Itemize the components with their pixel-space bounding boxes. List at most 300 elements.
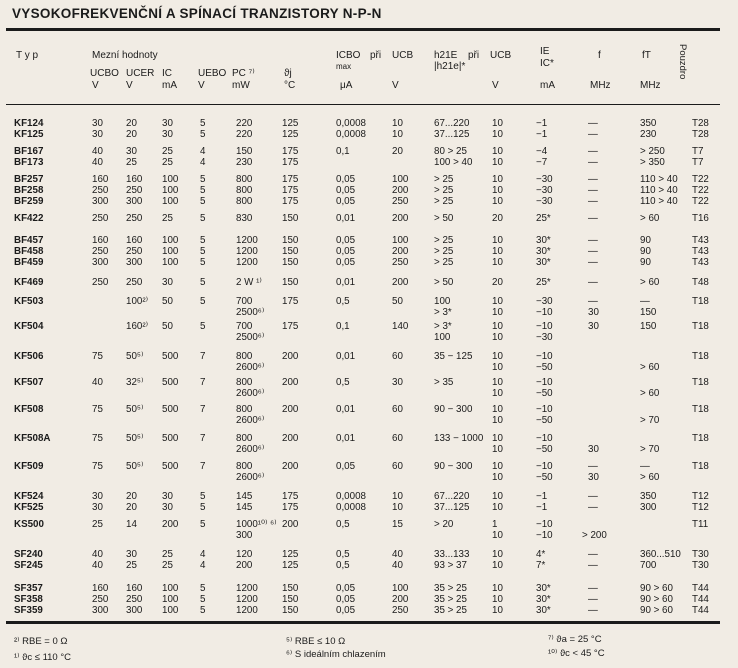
table-row [0,560,738,571]
table-cell: 0,5 [336,549,350,560]
header-ucer: UCER [126,68,155,79]
table-cell: 1000¹⁰⁾ ⁶⁾ [236,519,277,530]
table-cell: 5 [200,605,206,616]
table-cell: −50 [536,388,553,399]
table-cell: 0,05 [336,174,356,185]
table-cell: 160 [92,235,109,246]
table-cell: 0,05 [336,594,356,605]
table-row [0,594,738,605]
table-cell: 20 [392,146,403,157]
header-pri2: při [468,50,480,61]
table-cell: 4 [200,549,206,560]
table-cell: 500 [162,461,179,472]
table-cell: KF125 [14,129,44,140]
table-cell: > 25 [434,257,454,268]
table-cell: KF509 [14,461,44,472]
table-cell: 30 [162,129,173,140]
table-cell: 830 [236,213,253,224]
table-cell: 35 > 25 [434,583,467,594]
table-cell: 133 − 1000 [434,433,484,444]
table-cell: 500 [162,351,179,362]
header-h21: h21E [434,50,458,61]
table-cell: 250 [126,213,143,224]
table-cell: 250 [92,213,109,224]
table-cell: 160²⁾ [126,321,149,332]
table-cell: KF503 [14,296,44,307]
table-cell: 250 [392,257,409,268]
table-cell: 50⁵⁾ [126,433,144,444]
table-cell: 5 [200,277,206,288]
table-cell: 2500⁶⁾ [236,307,265,318]
table-cell: 30 [92,118,103,129]
table-cell: 0,0008 [336,502,366,513]
table-row [0,502,738,513]
table-cell: −50 [536,415,553,426]
table-row [0,549,738,560]
table-row [0,362,738,373]
table-cell: 140 [392,321,409,332]
table-cell: 15 [392,519,403,530]
table-cell: T43 [692,246,709,257]
table-cell: 120 [236,549,253,560]
table-cell: > 350 [640,157,665,168]
table-cell: 175 [282,296,299,307]
table-cell: 300 [126,605,143,616]
table-cell: 30 [162,491,173,502]
table-cell: −30 [536,185,553,196]
table-cell: 100 [434,332,451,343]
table-cell: 800 [236,433,253,444]
table-cell: 250 [92,594,109,605]
table-cell: 700 [640,560,657,571]
table-cell: 250 [92,246,109,257]
table-cell: 10 [392,118,403,129]
table-cell: 200 [392,277,409,288]
table-cell: 32⁵⁾ [126,377,144,388]
unit-ie: mA [540,80,555,91]
table-cell: — [588,174,598,185]
table-cell: > 3* [434,321,452,332]
table-cell: −30 [536,332,553,343]
table-cell: BF259 [14,196,44,207]
table-cell: 5 [200,235,206,246]
table-cell: 30 [162,118,173,129]
table-cell: 5 [200,502,206,513]
table-cell: 75 [92,433,103,444]
header-f: f [598,50,601,61]
table-cell: 800 [236,185,253,196]
table-cell: 30 [92,502,103,513]
table-cell: 67...220 [434,118,470,129]
table-cell: 5 [200,296,206,307]
table-cell: KF422 [14,213,44,224]
table-cell: 25 [162,213,173,224]
bottom-rule [6,621,720,624]
table-cell: 30 [162,502,173,513]
footnote-10: ¹⁰⁾ ϑc < 45 °C [548,648,605,659]
table-cell: 350 [640,491,657,502]
table-row [0,296,738,307]
table-cell: 10 [492,415,503,426]
table-cell: 10 [492,388,503,399]
header-theta: ϑj [284,68,292,79]
table-cell: 150 [282,246,299,257]
table-cell: 2600⁶⁾ [236,472,265,483]
table-row [0,351,738,362]
table-cell: 50 [162,296,173,307]
table-cell: SF245 [14,560,43,571]
table-cell: −10 [536,377,553,388]
table-cell: — [588,246,598,257]
table-cell: 10 [492,246,503,257]
header-icbo: ICBO [336,50,361,61]
table-cell: 175 [282,491,299,502]
table-cell: 4 [200,146,206,157]
table-cell: 175 [282,502,299,513]
table-cell: 10 [392,491,403,502]
table-cell: 300 [236,530,253,541]
table-cell: 800 [236,174,253,185]
table-cell: 0,05 [336,257,356,268]
table-cell: 35 − 125 [434,351,473,362]
table-cell: 20 [492,277,503,288]
table-cell: 30 [92,491,103,502]
table-cell: 100 [162,605,179,616]
table-cell: 300 [92,196,109,207]
table-row [0,519,738,530]
unit-f: MHz [590,80,611,91]
table-cell: 40 [92,560,103,571]
table-cell: > 35 [434,377,454,388]
table-cell: −1 [536,118,548,129]
table-cell: 1200 [236,257,258,268]
header-pri1: při [370,50,382,61]
table-cell: > 60 [640,213,660,224]
table-cell: 20 [126,491,137,502]
table-cell: 10 [492,257,503,268]
table-cell: KF506 [14,351,44,362]
table-cell: 10 [492,174,503,185]
table-cell: T22 [692,174,709,185]
table-cell: 100 [434,296,451,307]
table-cell: 75 [92,351,103,362]
table-cell: 0,05 [336,235,356,246]
table-cell: 0,05 [336,605,356,616]
table-cell: — [588,277,598,288]
table-cell: 0,05 [336,185,356,196]
table-cell: 175 [282,321,299,332]
table-cell: 30* [536,235,551,246]
table-cell: −50 [536,472,553,483]
table-cell: 30* [536,257,551,268]
header-typ: T y p [16,50,39,61]
table-cell: 100 [392,174,409,185]
table-cell: — [588,502,598,513]
table-cell: 30* [536,605,551,616]
table-cell: 0,5 [336,296,350,307]
table-cell: 67...220 [434,491,470,502]
table-cell: 30 [126,146,137,157]
table-cell: KF525 [14,502,44,513]
table-cell: 350 [640,118,657,129]
table-cell: — [588,118,598,129]
table-cell: 175 [282,185,299,196]
table-cell: 40 [92,377,103,388]
table-cell: 100 [162,246,179,257]
table-cell: T18 [692,404,709,415]
table-cell: 7 [200,461,206,472]
table-cell: 25 [162,146,173,157]
table-cell: 0,01 [336,404,356,415]
table-cell: 5 [200,213,206,224]
table-cell: T7 [692,146,704,157]
table-cell: 200 [162,519,179,530]
table-cell: — [588,560,598,571]
table-cell: 110 > 40 [640,185,678,196]
table-cell: 75 [92,461,103,472]
table-cell: 145 [236,491,253,502]
table-cell: 0,1 [336,321,350,332]
table-cell: T43 [692,235,709,246]
table-cell: — [588,296,598,307]
header-pouzdro: Pouzdro [677,44,688,80]
table-cell: — [588,129,598,140]
table-cell: > 25 [434,246,454,257]
table-cell: 37...125 [434,502,470,513]
table-cell: 125 [282,560,299,571]
table-cell: 30* [536,594,551,605]
table-cell: BF457 [14,235,44,246]
table-row [0,235,738,246]
table-row [0,321,738,332]
table-cell: 230 [236,157,253,168]
table-row [0,415,738,426]
table-cell: 25* [536,277,551,288]
table-row [0,174,738,185]
table-cell: 10 [492,491,503,502]
header-ucb2: UCB [490,50,512,61]
table-cell: 145 [236,502,253,513]
table-cell: −10 [536,404,553,415]
header-ic: IC [162,68,172,79]
table-cell: 10 [492,461,503,472]
table-cell: 10 [492,332,503,343]
table-cell: 100 [162,583,179,594]
table-cell: 700 [236,296,253,307]
table-cell: −10 [536,351,553,362]
footnote-2: ²⁾ RBE = 0 Ω [14,636,68,647]
table-cell: 90 [640,257,651,268]
table-cell: T16 [692,213,709,224]
table-cell: 40 [392,549,403,560]
table-cell: 100 [162,185,179,196]
table-cell: BF458 [14,246,44,257]
table-cell: 10 [492,296,503,307]
table-cell: — [588,213,598,224]
table-cell: SF359 [14,605,43,616]
table-cell: −10 [536,461,553,472]
table-cell: 250 [92,277,109,288]
unit-theta: °C [284,80,296,91]
table-cell: 20 [126,502,137,513]
table-cell: T18 [692,296,709,307]
table-cell: 100 [162,196,179,207]
table-cell: 150 [640,307,657,318]
table-cell: 2600⁶⁾ [236,388,265,399]
footnote-5: ⁵⁾ RBE ≤ 10 Ω [286,636,346,647]
table-cell: T28 [692,129,709,140]
table-row [0,146,738,157]
table-cell: 0,01 [336,351,356,362]
table-cell: 25 [92,519,103,530]
table-cell: 160 [126,583,143,594]
table-cell: 75 [92,404,103,415]
table-cell: T18 [692,377,709,388]
table-row [0,213,738,224]
table-cell: 160 [92,583,109,594]
table-cell: > 25 [434,174,454,185]
table-cell: −10 [536,519,553,530]
table-cell: SF357 [14,583,43,594]
table-cell: 10 [492,404,503,415]
table-cell: 160 [126,174,143,185]
table-cell: 30 [588,472,599,483]
table-cell: 500 [162,404,179,415]
table-cell: 200 [282,351,299,362]
table-cell: 100 [162,594,179,605]
table-cell: 300 [92,605,109,616]
table-cell: 50⁵⁾ [126,404,144,415]
table-cell: 2600⁶⁾ [236,415,265,426]
table-cell: 10 [492,549,503,560]
table-cell: 0,5 [336,377,350,388]
table-cell: T43 [692,257,709,268]
table-cell: 0,5 [336,560,350,571]
table-cell: 230 [640,129,657,140]
table-row [0,461,738,472]
table-cell: 10 [492,444,503,455]
unit-ucb1: V [392,80,399,91]
table-cell: KF469 [14,277,44,288]
table-row [0,605,738,616]
table-cell: 150 [282,594,299,605]
table-cell: 2 W ¹⁾ [236,277,262,288]
table-cell: 10 [492,472,503,483]
table-cell: > 60 [640,277,660,288]
table-cell: T30 [692,549,709,560]
table-cell: 200 [392,246,409,257]
table-cell: 160 [92,174,109,185]
table-cell: > 3* [434,307,452,318]
table-cell: 0,05 [336,583,356,594]
table-cell: 30 [588,444,599,455]
table-cell: 125 [282,118,299,129]
table-cell: 175 [282,157,299,168]
table-cell: 50⁵⁾ [126,351,144,362]
header-ft: fT [642,50,651,61]
table-cell: 250 [126,277,143,288]
unit-icbo: μA [340,80,353,91]
table-cell: 800 [236,351,253,362]
header-ic2: IC* [540,58,554,69]
table-cell: 0,0008 [336,491,366,502]
table-cell: — [588,605,598,616]
table-cell: 200 [282,404,299,415]
table-cell: 800 [236,461,253,472]
table-cell: 800 [236,196,253,207]
table-cell: T44 [692,594,709,605]
header-mezni: Mezní hodnoty [92,50,158,61]
table-cell: 200 [392,594,409,605]
header-ie: IE [540,46,550,57]
table-cell: — [588,549,598,560]
table-cell: 150 [640,321,657,332]
table-cell: 60 [392,461,403,472]
table-cell: 10 [392,129,403,140]
table-cell: 10 [492,129,503,140]
table-cell: 2600⁶⁾ [236,444,265,455]
table-cell: T18 [692,321,709,332]
table-row [0,307,738,318]
table-cell: −10 [536,433,553,444]
table-cell: T12 [692,502,709,513]
table-cell: 500 [162,433,179,444]
top-rule [6,28,720,31]
table-cell: KF507 [14,377,44,388]
table-cell: > 60 [640,388,660,399]
table-cell: 40 [92,549,103,560]
table-cell: 5 [200,185,206,196]
table-cell: 5 [200,129,206,140]
table-cell: 0,0008 [336,118,366,129]
table-row [0,404,738,415]
footnote-1: ¹⁾ ϑc ≤ 110 °C [14,652,72,663]
table-cell: 800 [236,377,253,388]
table-cell: 150 [282,213,299,224]
table-cell: 0,01 [336,433,356,444]
table-cell: — [588,583,598,594]
table-cell: > 70 [640,415,660,426]
unit-uebo: V [198,80,205,91]
table-cell: −7 [536,157,548,168]
table-row [0,196,738,207]
table-cell: 4 [200,157,206,168]
table-cell: 40 [92,157,103,168]
header-pc: PC ⁷⁾ [232,68,255,79]
table-cell: 30* [536,583,551,594]
table-cell: 250 [392,196,409,207]
table-cell: T11 [692,519,709,530]
table-cell: 10 [492,362,503,373]
table-cell: T30 [692,560,709,571]
table-cell: 200 [282,519,299,530]
table-cell: > 70 [640,444,660,455]
table-row [0,530,738,541]
table-cell: 1200 [236,605,258,616]
table-cell: −10 [536,321,553,332]
table-cell: T18 [692,433,709,444]
table-cell: 20 [126,118,137,129]
table-cell: 10 [492,377,503,388]
table-cell: 80 > 25 [434,146,467,157]
table-cell: 50 [162,321,173,332]
table-cell: — [588,157,598,168]
table-cell: 220 [236,118,253,129]
table-row [0,388,738,399]
table-cell: 110 > 40 [640,196,678,207]
table-cell: 30 [588,307,599,318]
table-cell: — [588,185,598,196]
